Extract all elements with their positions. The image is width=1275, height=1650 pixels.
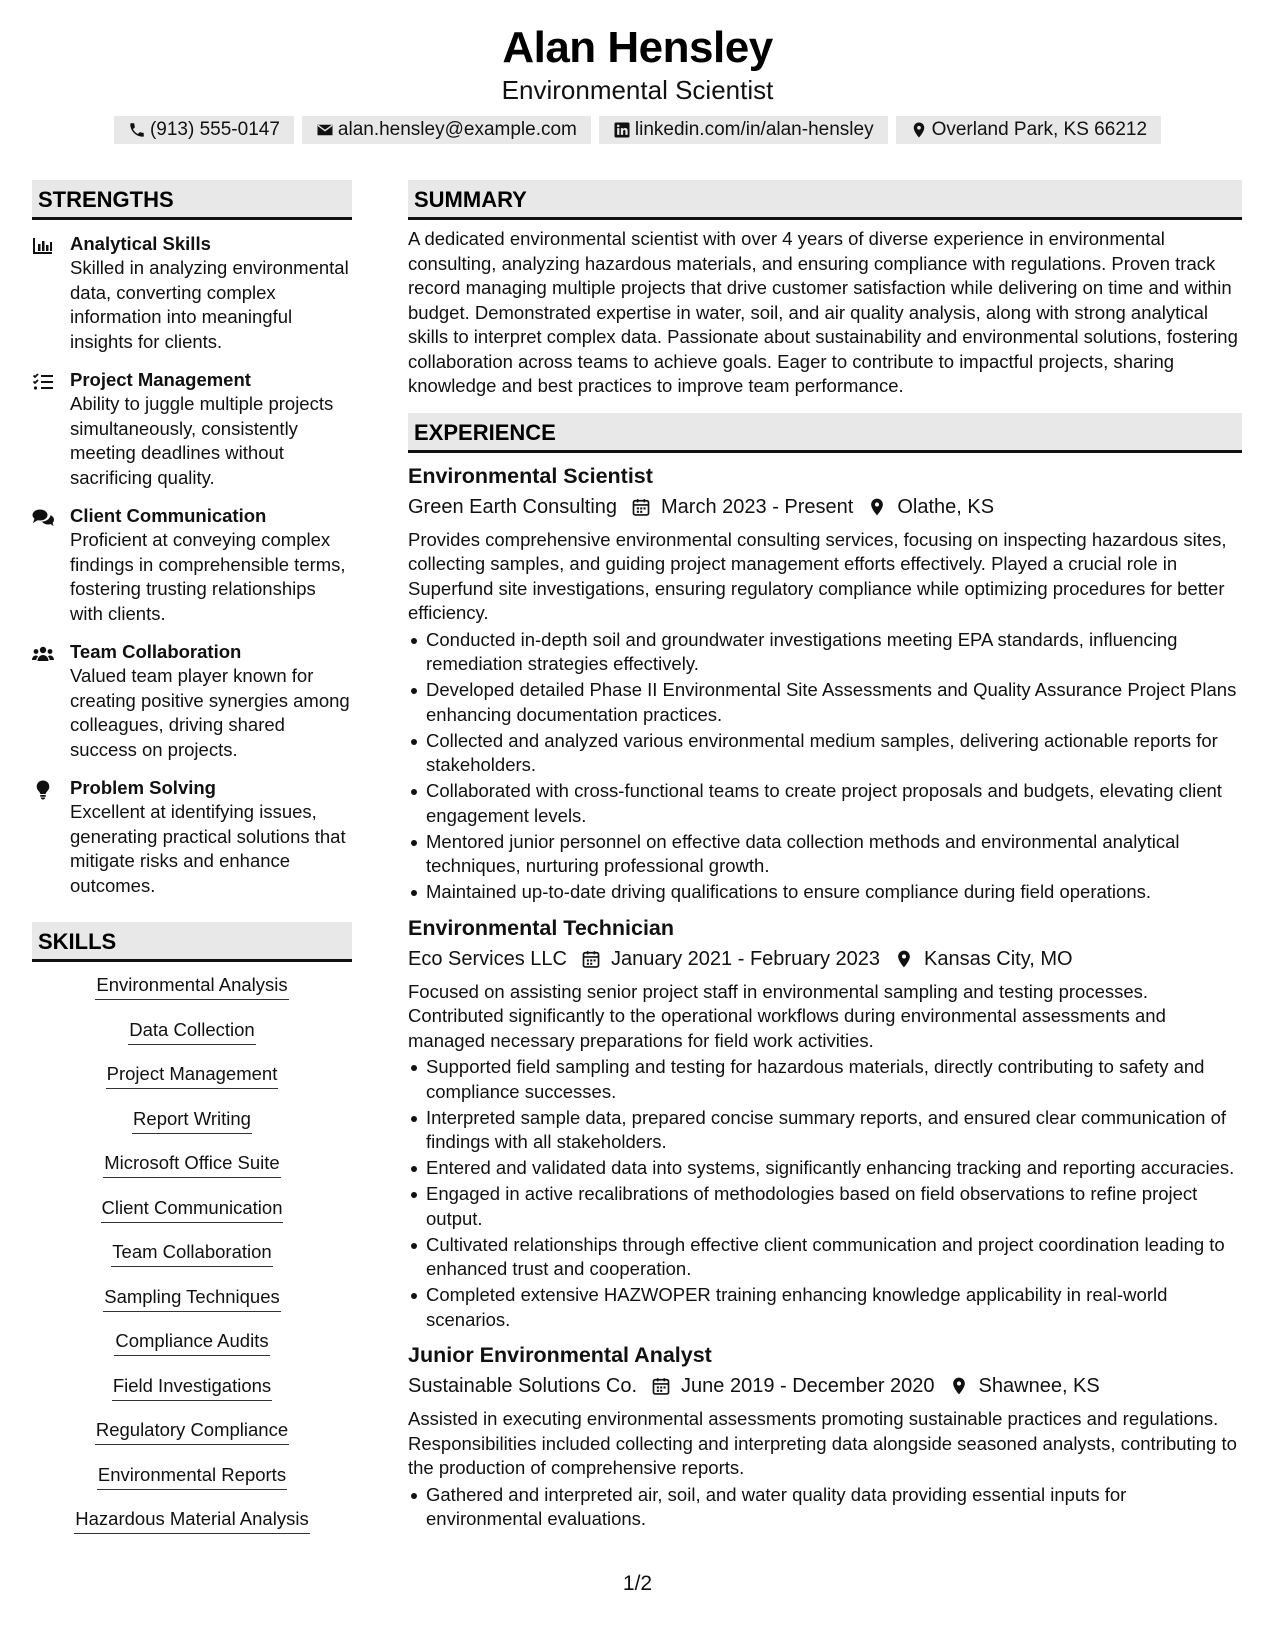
list-item: Collaborated with cross-functional teams to create project proposals and budgets, elevating client engagement levels. [408, 779, 1242, 828]
job-dates: June 2019 - December 2020 [681, 1375, 935, 1397]
list-item: Supported field sampling and testing for hazardous materials, directly contributing to safety and compliance successes. [408, 1055, 1242, 1104]
skill-item: Report Writing [132, 1106, 252, 1134]
location-text: Overland Park, KS 66212 [931, 119, 1148, 140]
summary-text: A dedicated environmental scientist with over 4 years of diverse experience in environmental consulting, analyzing hazardous materials, and ensuring compliance with regulations. Proven track record managing multiple projects that drive customer satisfaction while delivering on time and within budget. Demonstrated expertise in water, soil, and air quality analysis, along with strong analytical skills to interpret complex data. Passionate about sustainability and environmental solutions, fostering collaboration across teams to achieve goals. Eager to contribute to impactful projects, sharing knowledge and best practices to improve team performance. [408, 228, 1238, 396]
strength-item [32, 232, 352, 354]
calendar-icon [651, 1376, 671, 1396]
list-item: Gathered and interpreted air, soil, and water quality data providing essential inputs for environmental evaluations. [408, 1483, 1242, 1532]
strength-item [32, 776, 352, 898]
skill-item: Field Investigations [112, 1373, 272, 1401]
map-pin-icon [910, 121, 928, 139]
list-item: Completed extensive HAZWOPER training enhancing knowledge applicability in real-world scenarios. [408, 1283, 1242, 1332]
job-meta [408, 492, 1242, 522]
job-location: Olathe, KS [897, 495, 995, 518]
envelope-icon [316, 121, 334, 139]
job-description: Assisted in executing environmental assessments promoting sustainable practices and regulations. Responsibilities included collecting and interpreting data alongside seasoned analysts, contributing to the production of comprehensive reports. [408, 1408, 1237, 1478]
skill-item: Data Collection [128, 1017, 255, 1045]
skill-item: Hazardous Material Analysis [74, 1506, 309, 1534]
skill-item: Team Collaboration [111, 1239, 272, 1267]
contact-email[interactable] [302, 116, 591, 144]
task-list-icon [32, 372, 54, 392]
list-item: Developed detailed Phase II Environmental Site Assessments and Quality Assurance Project Plans enhancing documentation practices. [408, 678, 1242, 727]
job-description: Focused on assisting senior project staff in environmental sampling and testing processes. Contributed significantly to the operational workflows during environmental assessments and managed necessary preparations for field work activities. [408, 980, 1166, 1051]
job-location: Shawnee, KS [978, 1375, 1100, 1397]
job-entry [408, 913, 1242, 1333]
list-item: Cultivated relationships through effective client communication and project coordination leading to enhanced trust and cooperation. [408, 1233, 1242, 1282]
experience-heading: EXPERIENCE [408, 413, 1242, 453]
job-location: Kansas City, MO [924, 947, 1073, 970]
phone-icon [128, 121, 146, 139]
contact-location [896, 116, 1161, 144]
resume-header [0, 22, 1275, 144]
strengths-heading: STRENGTHS [32, 180, 352, 220]
skills-list [32, 972, 352, 1551]
map-pin-icon [867, 497, 887, 517]
skills-heading: SKILLS [32, 922, 352, 962]
job-meta [408, 1371, 1242, 1401]
job-bullets [408, 1055, 1242, 1332]
skill-item: Environmental Analysis [95, 972, 288, 1000]
job-description: Provides comprehensive environmental consulting services, focusing on inspecting hazardous sites, collecting samples, and guiding project management efforts effectively. Played a crucial role in Superfund site investigations, ensuring regulatory compliance while optimizing procedures for better efficiency. [408, 528, 1227, 623]
skill-item: Client Communication [101, 1195, 284, 1223]
strength-title: Problem Solving [70, 777, 216, 798]
job-company: Green Earth Consulting [408, 495, 618, 518]
strength-item [32, 640, 352, 762]
skill-item: Project Management [106, 1061, 279, 1089]
job-bullets [408, 1483, 1242, 1532]
job-title: Environmental Technician [408, 915, 675, 940]
phone-text: (913) 555-0147 [149, 119, 280, 140]
contact-linkedin[interactable] [599, 116, 888, 144]
users-icon [32, 644, 54, 664]
strength-desc: Ability to juggle multiple projects simultaneously, consistently meeting deadlines without sacrificing quality. [70, 393, 334, 488]
skill-item: Compliance Audits [114, 1328, 269, 1356]
linkedin-icon [613, 121, 631, 139]
left-column [32, 180, 352, 1551]
strength-desc: Excellent at identifying issues, generating practical solutions that mitigate risks and enhance outcomes. [70, 801, 346, 896]
list-item: Engaged in active recalibrations of methodologies based on field observations to refine project output. [408, 1182, 1242, 1231]
calendar-icon [581, 949, 601, 969]
job-company: Sustainable Solutions Co. [408, 1375, 638, 1397]
email-text: alan.hensley@example.com [337, 119, 577, 140]
strength-title: Team Collaboration [70, 641, 242, 662]
list-item: Maintained up-to-date driving qualifications to ensure compliance during field operations. [408, 880, 1242, 905]
skill-item: Microsoft Office Suite [103, 1150, 280, 1178]
right-column [408, 180, 1242, 1533]
strength-item [32, 368, 352, 490]
strength-title: Analytical Skills [70, 233, 211, 254]
list-item: Entered and validated data into systems, significantly enhancing tracking and reporting accuracies. [408, 1156, 1242, 1181]
lightbulb-icon [32, 780, 54, 800]
candidate-name: Alan Hensley [502, 23, 773, 72]
list-item: Collected and analyzed various environmental medium samples, delivering actionable reports for stakeholders. [408, 729, 1242, 778]
list-item: Conducted in-depth soil and groundwater investigations meeting EPA standards, influencing remediation strategies effectively. [408, 628, 1242, 677]
map-pin-icon [949, 1376, 969, 1396]
job-meta [408, 944, 1242, 974]
bar-chart-icon [32, 236, 54, 256]
map-pin-icon [894, 949, 914, 969]
job-company: Eco Services LLC [408, 947, 567, 970]
strength-title: Project Management [70, 369, 251, 390]
linkedin-text: linkedin.com/in/alan-hensley [634, 119, 874, 140]
skill-item: Sampling Techniques [103, 1284, 281, 1312]
strengths-list [32, 232, 352, 898]
contact-phone[interactable] [114, 116, 294, 144]
job-title: Environmental Scientist [408, 463, 653, 488]
list-item: Mentored junior personnel on effective data collection methods and environmental analytical techniques, nurturing professional growth. [408, 830, 1242, 879]
strength-desc: Valued team player known for creating positive synergies among colleagues, driving shared success on projects. [70, 665, 350, 760]
candidate-title: Environmental Scientist [501, 75, 774, 105]
strength-item [32, 504, 352, 626]
strength-title: Client Communication [70, 505, 267, 526]
job-dates: March 2023 - Present [661, 495, 854, 518]
job-dates: January 2021 - February 2023 [610, 947, 881, 970]
page-number: 1/2 [622, 1572, 653, 1595]
contact-bar [0, 116, 1275, 144]
list-item: Interpreted sample data, prepared concise summary reports, and ensured clear communication of findings with all stakeholders. [408, 1106, 1242, 1155]
job-entry [408, 1340, 1242, 1532]
calendar-icon [631, 497, 651, 517]
job-bullets [408, 628, 1242, 905]
strength-desc: Proficient at conveying complex findings in comprehensible terms, fostering trusting relationships with clients. [70, 529, 346, 624]
job-entry [408, 461, 1242, 905]
job-title: Junior Environmental Analyst [408, 1343, 712, 1367]
strength-desc: Skilled in analyzing environmental data, converting complex information into meaningful insights for clients. [70, 257, 349, 352]
skill-item: Environmental Reports [97, 1462, 287, 1490]
skill-item: Regulatory Compliance [95, 1417, 289, 1445]
chat-bubbles-icon [32, 508, 54, 528]
summary-heading: SUMMARY [408, 180, 1242, 220]
